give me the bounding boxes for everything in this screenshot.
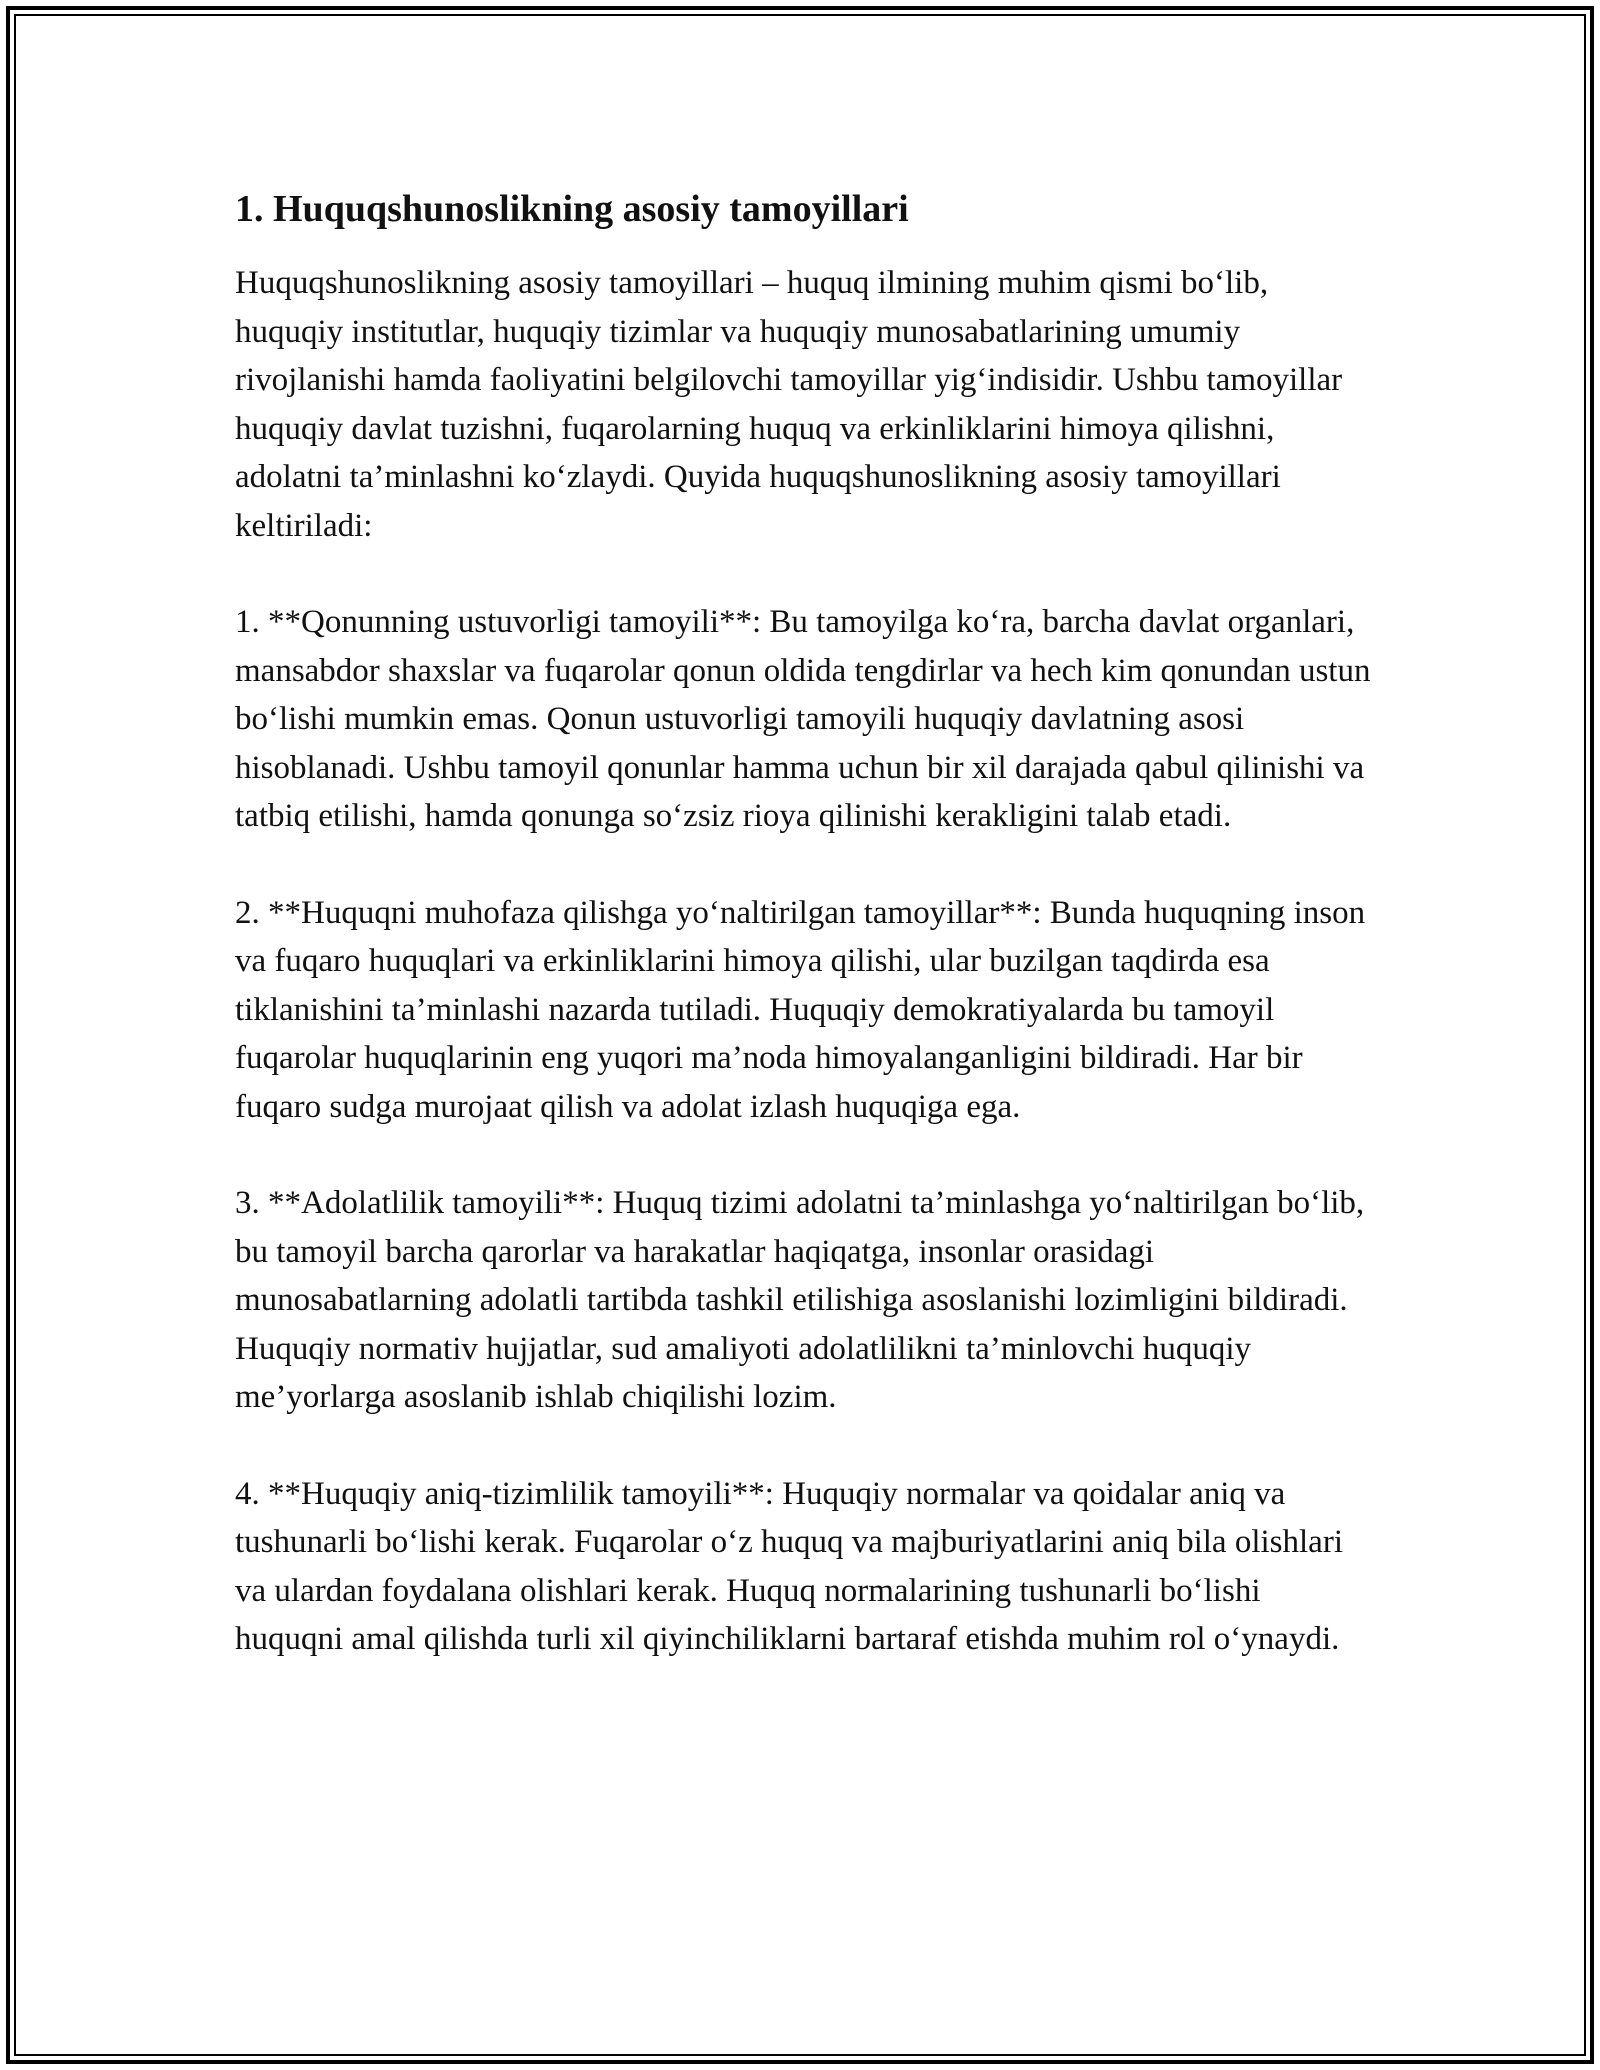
document-body — [235, 185, 1375, 1712]
principle-paragraph-4: 4. **Huquqiy aniq-tizimlilik tamoyili**: Huquqiy normalar va qoidalar aniq va tushunarli bo‘lishi kerak. Fuqarolar o‘z huquq va majburiyatlarini aniq bila olishlari va ulardan foydalana olishlari kerak. Huquq normalarining tushunarli bo‘lishi huquqni amal qilishda turli xil qiyinchiliklarni bartaraf etishda muhim rol o‘ynaydi. — [235, 1475, 1343, 1657]
principle-paragraph-2: 2. **Huquqni muhofaza qilishga yo‘naltirilgan tamoyillar**: Bunda huquqning inson va fuqaro huquqlari va erkinliklarini himoya qilishi, ular buzilgan taqdirda esa tiklanishini ta’minlashi nazarda tutiladi. Huquqiy demokratiyalarda bu tamoyil fuqarolar huquqlarinin eng yuqori ma’noda himoyalanganligini bildiradi. Har bir fuqaro sudga murojaat qilish va adolat izlash huquqiga ega. — [235, 894, 1366, 1125]
principle-paragraph-3: 3. **Adolatlilik tamoyili**: Huquq tizimi adolatni ta’minlashga yo‘naltirilgan bo‘lib, bu tamoyil barcha qarorlar va harakatlar haqiqatga, insonlar orasidagi munosabatlarning adolatli tartibda tashkil etilishiga asoslanishi lozimligini bildiradi. Huquqiy normativ hujjatlar, sud amaliyoti adolatlilikni ta’minlovchi huquqiy me’yorlarga asoslanib ishlab chiqilishi lozim. — [235, 1185, 1365, 1415]
principle-paragraph-1: 1. **Qonunning ustuvorligi tamoyili**: Bu tamoyilga ko‘ra, barcha davlat organlari, mansabdor shaxslar va fuqarolar qonun oldida tengdirlar va hech kim qonundan ustun bo‘lishi mumkin emas. Qonun ustuvorligi tamoyili huquqiy davlatning asosi hisoblanadi. Ushbu tamoyil qonunlar hamma uchun bir xil darajada qabul qilinishi va tatbiq etilishi, hamda qonunga so‘zsiz rioya qilinishi kerakligini talab etadi. — [235, 604, 1371, 834]
section-heading: 1. Huquqshunoslikning asosiy tamoyillari — [235, 188, 909, 230]
intro-paragraph: Huquqshunoslikning asosiy tamoyillari – huquq ilmining muhim qismi bo‘lib, huquqiy institutlar, huquqiy tizimlar va huquqiy munosabatlarining umumiy rivojlanishi hamda faoliyatini belgilovchi tamoyillar yig‘indisidir. Ushbu tamoyillar huquqiy davlat tuzishni, fuqarolarning huquq va erkinliklarini himoya qilishni, adolatni ta’minlashni ko‘zlaydi. Quyida huquqshunoslikning asosiy tamoyillari keltiriladi: — [235, 265, 1343, 544]
